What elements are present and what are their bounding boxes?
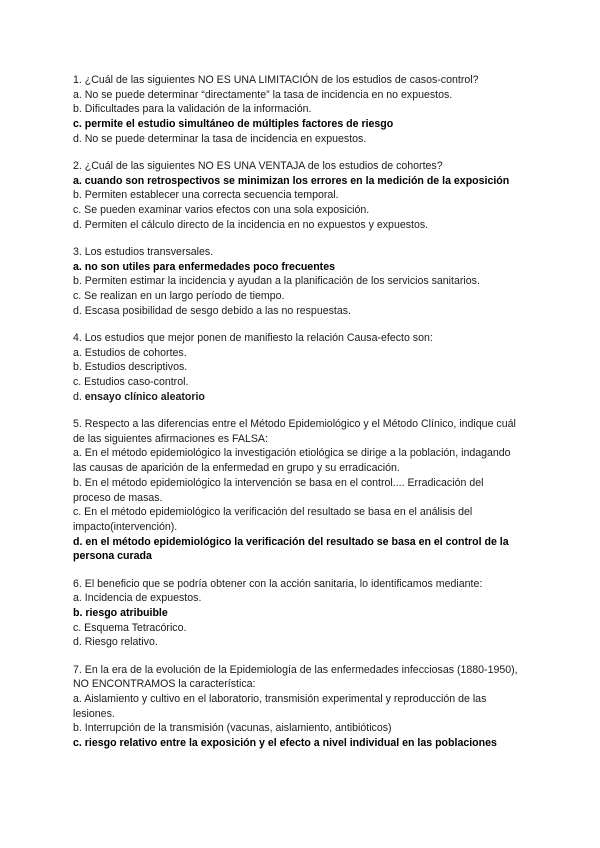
answer-option-d: d. No se puede determinar la tasa de incidencia en expuestos.: [73, 132, 367, 145]
question-text: 7. En la era de la evolución de la Epidemiología de las enfermedades infecciosas (1880-1950), NO ENCONTRAMOS la característica:: [73, 663, 518, 691]
answer-option-b: b. Dificultades para la validación de la información.: [73, 103, 312, 116]
question-5: [73, 417, 523, 564]
exam-page: [73, 73, 523, 763]
question-7: [73, 663, 523, 751]
answer-option-b: b. En el método epidemiológico la intervención se basa en el control.... Erradicación del proceso de masas.: [73, 476, 484, 504]
answer-option-b: b. Permiten estimar la incidencia y ayudan a la planificación de los servicios sanitarios.: [73, 275, 480, 288]
answer-option-c: c. En el método epidemiológico la verificación del resultado se basa en el análisis del impacto(intervención).: [73, 506, 473, 533]
option-bold-text: ensayo clínico aleatorio: [84, 390, 205, 403]
answer-option-d: d. Riesgo relativo.: [73, 636, 158, 649]
answer-option-b: b. Estudios descriptivos.: [73, 361, 188, 374]
option-prefix: d.: [73, 390, 85, 403]
answer-option-a: a. Aislamiento y cultivo en el laboratorio, transmisión experimental y reproducción de las lesiones.: [73, 693, 487, 720]
answer-option-a: a. Estudios de cohortes.: [73, 346, 187, 359]
correct-answer-option-a: a. cuando son retrospectivos se minimizan los errores en la medición de la exposición: [73, 174, 510, 187]
answer-option-b: b. Interrupción de la transmisión (vacunas, aislamiento, antibióticos): [73, 722, 392, 735]
correct-answer-option-c: c. permite el estudio simultáneo de múltiples factores de riesgo: [73, 118, 394, 131]
question-text: 6. El beneficio que se podría obtener con la acción sanitaria, lo identificamos mediante:: [73, 577, 483, 590]
answer-option-a: a. En el método epidemiológico la investigación etiológica se dirige a la población, indagando las causas de aparición de la enfermedad en grupo y su erradicación.: [73, 447, 511, 475]
question-text: 2. ¿Cuál de las siguientes NO ES UNA VENTAJA de los estudios de cohortes?: [73, 160, 443, 173]
answer-option-a: a. No se puede determinar “directamente” la tasa de incidencia en no expuestos.: [73, 88, 453, 101]
answer-option-c: c. Se realizan en un largo período de tiempo.: [73, 290, 285, 303]
answer-option-b: b. Permiten establecer una correcta secuencia temporal.: [73, 189, 339, 202]
question-6: [73, 577, 523, 651]
question-3: [73, 245, 523, 319]
question-text: 3. Los estudios transversales.: [73, 246, 214, 259]
correct-answer-option-b: b. riesgo atribuible: [73, 607, 168, 619]
answer-option-c: c. Esquema Tetracórico.: [73, 621, 187, 634]
correct-answer-option-c: c. riesgo relativo entre la exposición y el efecto a nivel individual en las poblaciones: [73, 737, 497, 750]
answer-option-c: c. Estudios caso-control.: [73, 376, 189, 389]
answer-option-c: c. Se pueden examinar varios efectos con una sola exposición.: [73, 204, 370, 217]
question-2: [73, 159, 523, 233]
correct-answer-option-a: a. no son utiles para enfermedades poco frecuentes: [73, 260, 335, 273]
question-text: 5. Respecto a las diferencias entre el Método Epidemiológico y el Método Clínico, indique cuál de las siguientes afirmaciones es FALSA:: [73, 418, 516, 445]
correct-answer-option-d: d. en el método epidemiológico la verificación del resultado se basa en el control de la persona curada: [73, 535, 509, 563]
correct-answer-option-d: [73, 390, 523, 405]
question-text: 4. Los estudios que mejor ponen de manifiesto la relación Causa-efecto son:: [73, 332, 433, 345]
question-1: [73, 73, 523, 147]
answer-option-d: d. Permiten el cálculo directo de la incidencia en no expuestos y expuestos.: [73, 218, 429, 231]
question-4: [73, 331, 523, 405]
answer-option-a: a. Incidencia de expuestos.: [73, 592, 202, 605]
question-text: 1. ¿Cuál de las siguientes NO ES UNA LIMITACIÓN de los estudios de casos-control?: [73, 74, 479, 86]
answer-option-d: d. Escasa posibilidad de sesgo debido a las no respuestas.: [73, 304, 351, 317]
